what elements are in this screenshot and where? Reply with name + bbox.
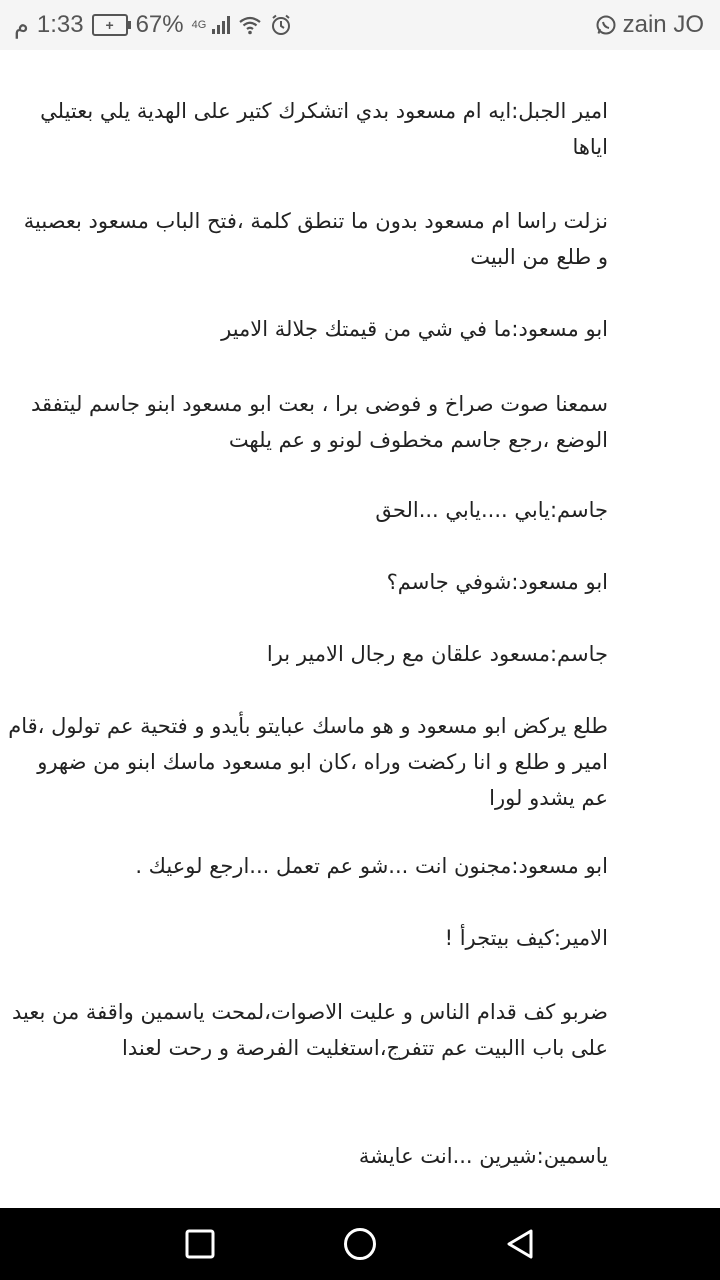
paragraph-3: ابو مسعود:ما في شي من قيمتك جلالة الامير [221, 317, 608, 341]
paragraph-2: نزلت راسا ام مسعود بدون ما تنطق كلمة ،فتح الباب مسعود بعصبية و طلع من البيت [23, 209, 608, 269]
recents-button[interactable] [150, 1208, 250, 1280]
story-content[interactable] [0, 50, 720, 1198]
paragraph-1: امير الجبل:ايه ام مسعود بدي اتشكرك كتير على الهدية يلي بعتيلي اياها [40, 99, 608, 159]
paragraph-11: ضربو كف قدام الناس و عليت الاصوات،لمحت ياسمين واقفة من بعيد على باب االبيت عم تتفرج،استغليت الفرصة و رحت لعندا [11, 1000, 608, 1060]
network-type: 4G [191, 19, 207, 31]
paragraph-5: جاسم:يابي ....يابي ...الحق [375, 498, 608, 522]
status-bar [0, 0, 720, 50]
wifi-icon [238, 15, 262, 35]
paragraph-4: سمعنا صوت صراخ و فوضى برا ، بعت ابو مسعود ابنو جاسم ليتفقد الوضع ،رجع جاسم مخطوف لونو و عم يلهت [31, 392, 608, 452]
paragraph-6: ابو مسعود:شوفي جاسم؟ [386, 570, 608, 594]
carrier-name: zain JO [622, 11, 704, 38]
home-button[interactable] [310, 1208, 410, 1280]
paragraph-10: الامير:كيف بيتجرأ ! [444, 926, 608, 950]
paragraph-7: جاسم:مسعود علقان مع رجال الامير برا [266, 642, 608, 666]
battery-percent: 67% [135, 11, 184, 38]
back-button[interactable] [470, 1208, 570, 1280]
paragraph-12: ياسمين:شيرين ...انت عايشة [358, 1144, 608, 1168]
whatsapp-icon [595, 14, 617, 36]
paragraph-9: ابو مسعود:مجنون انت ...شو عم تعمل ...ارجع لوعيك . [135, 854, 608, 878]
navigation-bar [0, 1208, 720, 1280]
battery-icon: + [92, 14, 128, 36]
status-period: م [14, 11, 29, 39]
back-triangle-icon [505, 1228, 535, 1260]
status-left [14, 0, 292, 50]
square-icon [185, 1229, 215, 1259]
circle-icon [343, 1227, 377, 1261]
status-time: 1:33 [36, 11, 84, 38]
status-right [595, 0, 704, 50]
paragraph-8: طلع يركض ابو مسعود و هو ماسك عبايتو بأيدو و فتحية عم تولول ،قام امير و طلع و انا ركضت وراه ،كان ابو مسعود ماسك ابنو من ضهرو عم يشدو لورا [8, 714, 608, 810]
signal-icon [212, 16, 230, 34]
alarm-icon [270, 14, 292, 36]
